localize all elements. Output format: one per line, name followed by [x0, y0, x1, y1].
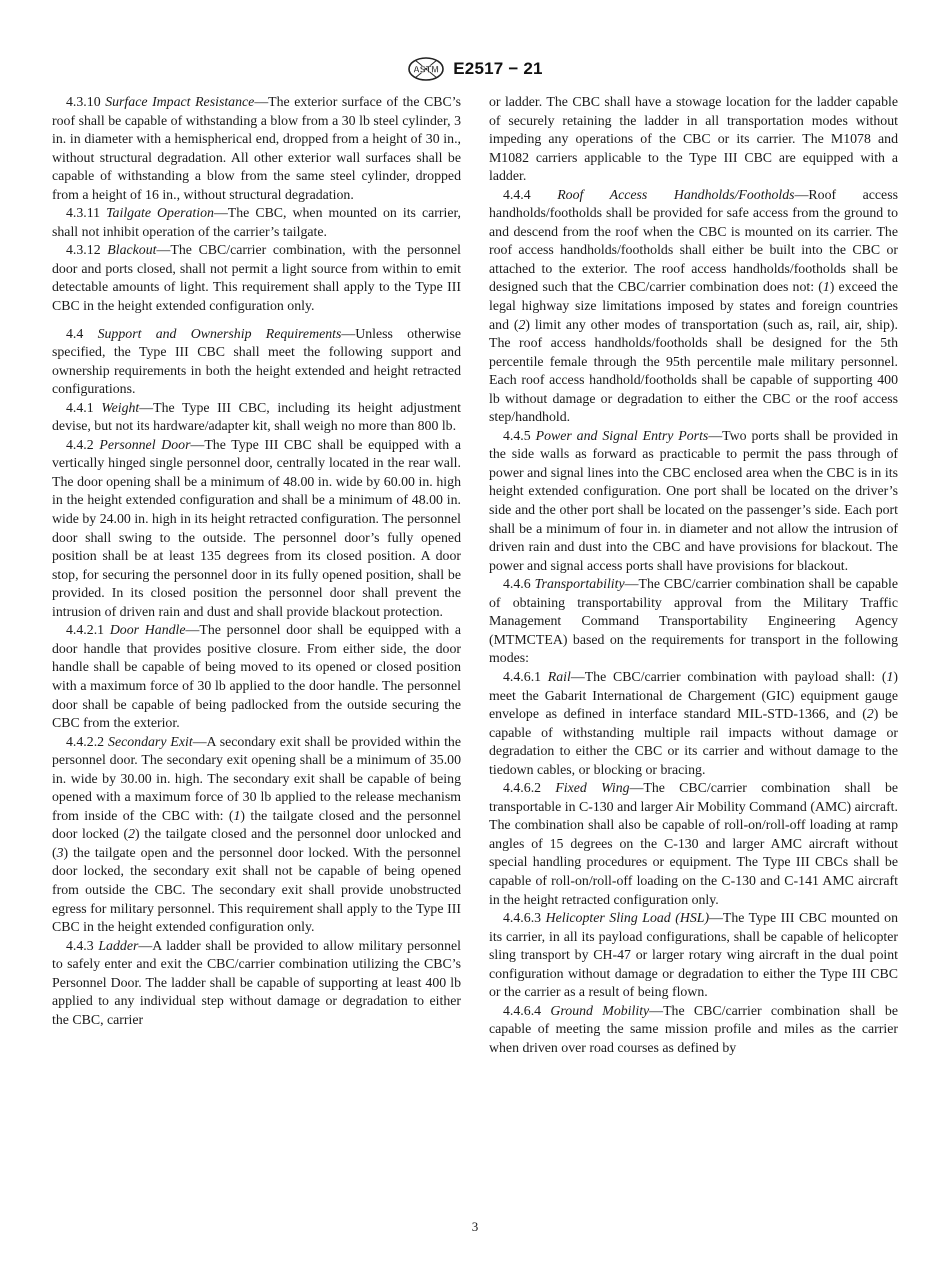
paragraph-text-run: —The CBC, when mounted on its carrier, shall not inhibit operation of the carrier’s tailgate. — [52, 205, 461, 239]
astm-logo-icon — [407, 57, 445, 81]
paragraph-text-run: 4.4.1 — [66, 399, 102, 415]
astm-logo-text: ASTM — [413, 64, 440, 75]
paragraph-text-run: or ladder. The CBC shall have a stowage location for the ladder capable of securely retaining the ladder in all transportation modes without impeding any operations of the CBC or its carrier. The M1078 and M1082 carriers applicable to the Type III CBC are equipped with a ladder. — [489, 94, 898, 184]
right-column — [489, 93, 898, 1057]
paragraph-italic-run: 1 — [886, 668, 894, 684]
paragraph-text-run: 4.4.6.4 — [503, 1002, 551, 1018]
paragraph-italic-run: Ladder — [98, 937, 139, 953]
paragraph-text-run: —The Type III CBC mounted on its carrier, in all its payload configurations, shall be capable of helicopter sling transport by CH-47 or larger rotary wing aircraft in the dual point configuration without damage or degradation to either the Type III CBC or the carrier as a result of being flown. — [489, 910, 898, 1000]
paragraph — [489, 668, 898, 779]
paragraph-text-run: —A secondary exit shall be provided within the personnel door. The secondary exit opening shall be a minimum of 35.00 in. wide by 30.00 in. high. The secondary exit shall be capable of being opened with a maximum force of 30 lb applied to the release mechanism from inside of the CBC with: ( — [52, 733, 462, 823]
paragraph-text-run: —The Type III CBC shall be equipped with a vertically hinged single personnel door, centrally located in the rear wall. The door opening shall be a minimum of 48.00 in. wide by 60.00 in. high in the height extended configuration and shall be a minimum of 48.00 in. wide by 24.00 in. high in its height retracted configuration. The personnel door shall swing to the outside. The personnel door’s fully opened position shall be at least 135 degrees from its closed position. A door stop, for securing the personnel door in its fully opened position, shall be provided. In its closed position the personnel door shall prevent the intrusion of driven rain and dust and shall provide blackout protection. — [52, 436, 461, 619]
paragraph-italic-run: 3 — [56, 844, 64, 860]
paragraph-text-run: ) the tailgate closed and the personnel door locked ( — [52, 807, 461, 842]
paragraph-italic-run: Secondary Exit — [108, 733, 193, 749]
paragraph — [52, 733, 461, 937]
paragraph-text-run: ) limit any other modes of transportation (such as, rail, air, ship). The roof access handholds/footholds shall be designed for the 5th percentile female through the 95th percentile male military personnel. Each roof access handhold/footholds shall be capable of supporting 400 lb without damage or degradation to either the CBC or the roof access step/handhold. — [489, 316, 898, 425]
paragraph-text-run: 4.4.6.2 — [503, 780, 556, 796]
paragraph-text-run: —Roof access handholds/footholds shall be provided for safe access from the ground to and descend from the roof when the CBC is mounted on its carrier. The roof access handholds/footholds shall either be built into the CBC or attached to the exterior. The roof access handholds/footholds shall be designed such that the CBC/carrier combination does not: ( — [489, 186, 898, 295]
paragraph-text-run: 4.4.6.3 — [503, 910, 546, 926]
paragraph — [52, 204, 461, 241]
left-column — [52, 93, 461, 1029]
paragraph — [489, 779, 898, 909]
paragraph-italic-run: Support and Ownership Requirements — [97, 325, 342, 341]
paragraph-text-run: 4.4.2.2 — [66, 733, 109, 749]
page-number: 3 — [471, 1219, 479, 1234]
paragraph-text-run: —The Type III CBC, including its height adjustment devise, but not its hardware/adapter kit, shall weigh no more than 800 lb. — [52, 399, 461, 434]
paragraph-text-run: 4.3.12 — [66, 242, 108, 258]
paragraph-text-run: —The CBC/carrier combination, with the personnel door and ports closed, shall not permit a light source from within to emit detectable amounts of light. This requirement shall apply to the Type III CBC in the height extended configuration only. — [52, 242, 461, 314]
paragraph — [52, 436, 461, 621]
paragraph-italic-run: 1 — [233, 807, 241, 823]
standard-designation: E2517 − 21 — [453, 59, 543, 78]
paragraph-italic-run: Transportability — [534, 576, 625, 592]
paragraph-text-run: —The exterior surface of the CBC’s roof shall be capable of withstanding a blow from a 30 lb steel cylinder, 3 in. in diameter with a hemispherical end, dropped from a height of 30 in., without structural degradation. All other exterior wall surfaces shall be capable of withstanding a blow from the same steel cylinder, dropped from a height of 16 in., without structural degradation. — [52, 94, 461, 202]
paragraph — [489, 1002, 898, 1058]
paragraph — [52, 325, 461, 399]
paragraph-text-run: ) exceed the legal highway size limitations imposed by states and foreign countries and ( — [489, 279, 898, 332]
paragraph — [52, 93, 461, 204]
paragraph-italic-run: Weight — [101, 399, 140, 415]
paragraph-text-run: —The personnel door shall be equipped with a door handle that provides positive closure. From either side, the door handle shall be capable of being moved to its opened or closed position with a maximum force of 30 lb applied to the door handle. The personnel door shall be capable of being padlocked from the outside securing the CBC from the exterior. — [52, 622, 461, 731]
paragraph-italic-run: Ground Mobility — [550, 1002, 650, 1018]
paragraph-italic-run: Rail — [547, 668, 571, 684]
paragraph — [52, 241, 461, 315]
paragraph-italic-run: Helicopter Sling Load (HSL) — [545, 910, 710, 926]
paragraph-text-run: 4.3.10 — [66, 94, 106, 109]
paragraph-italic-run: 2 — [866, 706, 874, 722]
paragraph-text-run: 4.4.5 — [503, 427, 536, 443]
paragraph-text-run: ) the tailgate closed and the personnel door unlocked and ( — [52, 826, 462, 860]
paragraph-text-run: —Two ports shall be provided in the side walls as forward as practicable to permit the pass through of power and signal lines into the CBC enclosed area when the CBC is in its height extended configuration. One port shall be located on the driver’s side and the other port shall be located on the passenger’s side. Each port shall be a minimum of four in. in diameter and not allow the intrusion of driven rain and dust into the CBC and have provisions for blackout. The power and signal access ports shall have provisions for blackout. — [489, 427, 899, 573]
paragraph — [52, 937, 461, 1030]
paragraph-text-run: 4.4.4 — [503, 186, 558, 202]
page-header — [0, 56, 950, 82]
paragraph-italic-run: Tailgate Operation — [106, 205, 214, 221]
paragraph-italic-run: Door Handle — [109, 622, 186, 638]
paragraph-text-run: —Unless otherwise specified, the Type III CBC shall meet the following support and ownership requirements in both the height extended and height retracted configurations. — [52, 325, 461, 397]
paragraph — [489, 427, 898, 575]
paragraph-text-run: ) meet the Gabarit International de Chargement (GIC) equipment gauge envelope as defined in interface standard MIL-STD-1366, and ( — [489, 668, 898, 722]
paragraph-italic-run: Blackout — [107, 242, 157, 258]
paragraph-italic-run: Fixed Wing — [555, 780, 630, 796]
paragraph-italic-run: 2 — [518, 316, 526, 332]
paragraph — [52, 621, 461, 732]
paragraph-italic-run: 1 — [822, 279, 830, 295]
paragraph-text-run: —The CBC/carrier combination shall be transportable in C-130 and larger Air Mobility Command (AMC) aircraft. The combination shall also be capable of roll-on/roll-off loading at ramp angles of 15 degrees on the C-130 and larger AMC aircraft without special handling procedures or equipment. The Type III CBCs shall be capable of roll-on/roll-off loading on the C-130 and C-141 AMC aircraft in the height retracted configuration only. — [489, 780, 899, 907]
paragraph — [489, 575, 898, 668]
paragraph — [489, 909, 898, 1002]
paragraph-text-run: 4.4.6.1 — [503, 668, 548, 684]
paragraph-text-run: 4.4.2.1 — [66, 622, 110, 638]
paragraph — [489, 93, 898, 186]
paragraph-text-run: —The CBC/carrier combination shall be capable of meeting the same mission profile and miles as the carrier when driven over road courses as defined by — [489, 1002, 898, 1055]
paragraph-text-run: 4.4.3 — [66, 937, 99, 953]
paragraph — [489, 186, 898, 427]
paragraph-text-run: 4.4.2 — [66, 436, 100, 452]
paragraph-italic-run: 2 — [128, 826, 136, 842]
paragraph-italic-run: Surface Impact Resistance — [105, 94, 255, 109]
paragraph-italic-run: Personnel Door — [99, 436, 191, 452]
paragraph-text-run: —The CBC/carrier combination shall be capable of obtaining transportability approval from the Military Traffic Management Command Transportability Engineering Agency (MTMCTEA) based on the requirements for transport in the following modes: — [489, 576, 898, 666]
paragraph-text-run: ) be capable of withstanding multiple rail impacts without damage or degradation to either the CBC or its carrier and without damage to the tiedown cables, or blocking or bracing. — [489, 706, 898, 777]
paragraph-text-run: 4.3.11 — [66, 205, 107, 221]
paragraph — [52, 399, 461, 436]
paragraph-text-run: 4.4.6 — [503, 576, 535, 592]
paragraph-text-run: —A ladder shall be provided to allow military personnel to safely enter and exit the CBC/carrier combination utilizing the CBC’s Personnel Door. The ladder shall be capable of supporting at least 400 lb applied to any individual step without damage or degradation to either the CBC, carrier — [52, 937, 461, 1027]
paragraph-text-run: —The CBC/carrier combination with payload shall: ( — [570, 668, 887, 684]
paragraph-text-run: ) the tailgate open and the personnel door locked. With the personnel door locked, the secondary exit shall not be capable of being opened from outside the CBC. The secondary exit shall provide unobstructed egress for military personnel. This requirement shall apply to the Type III CBC in the height extended configuration only. — [52, 844, 461, 935]
paragraph-italic-run: Power and Signal Entry Ports — [535, 427, 709, 443]
paragraph-text-run: 4.4 — [66, 325, 98, 341]
paragraph-italic-run: Roof Access Handholds/Footholds — [557, 186, 795, 202]
